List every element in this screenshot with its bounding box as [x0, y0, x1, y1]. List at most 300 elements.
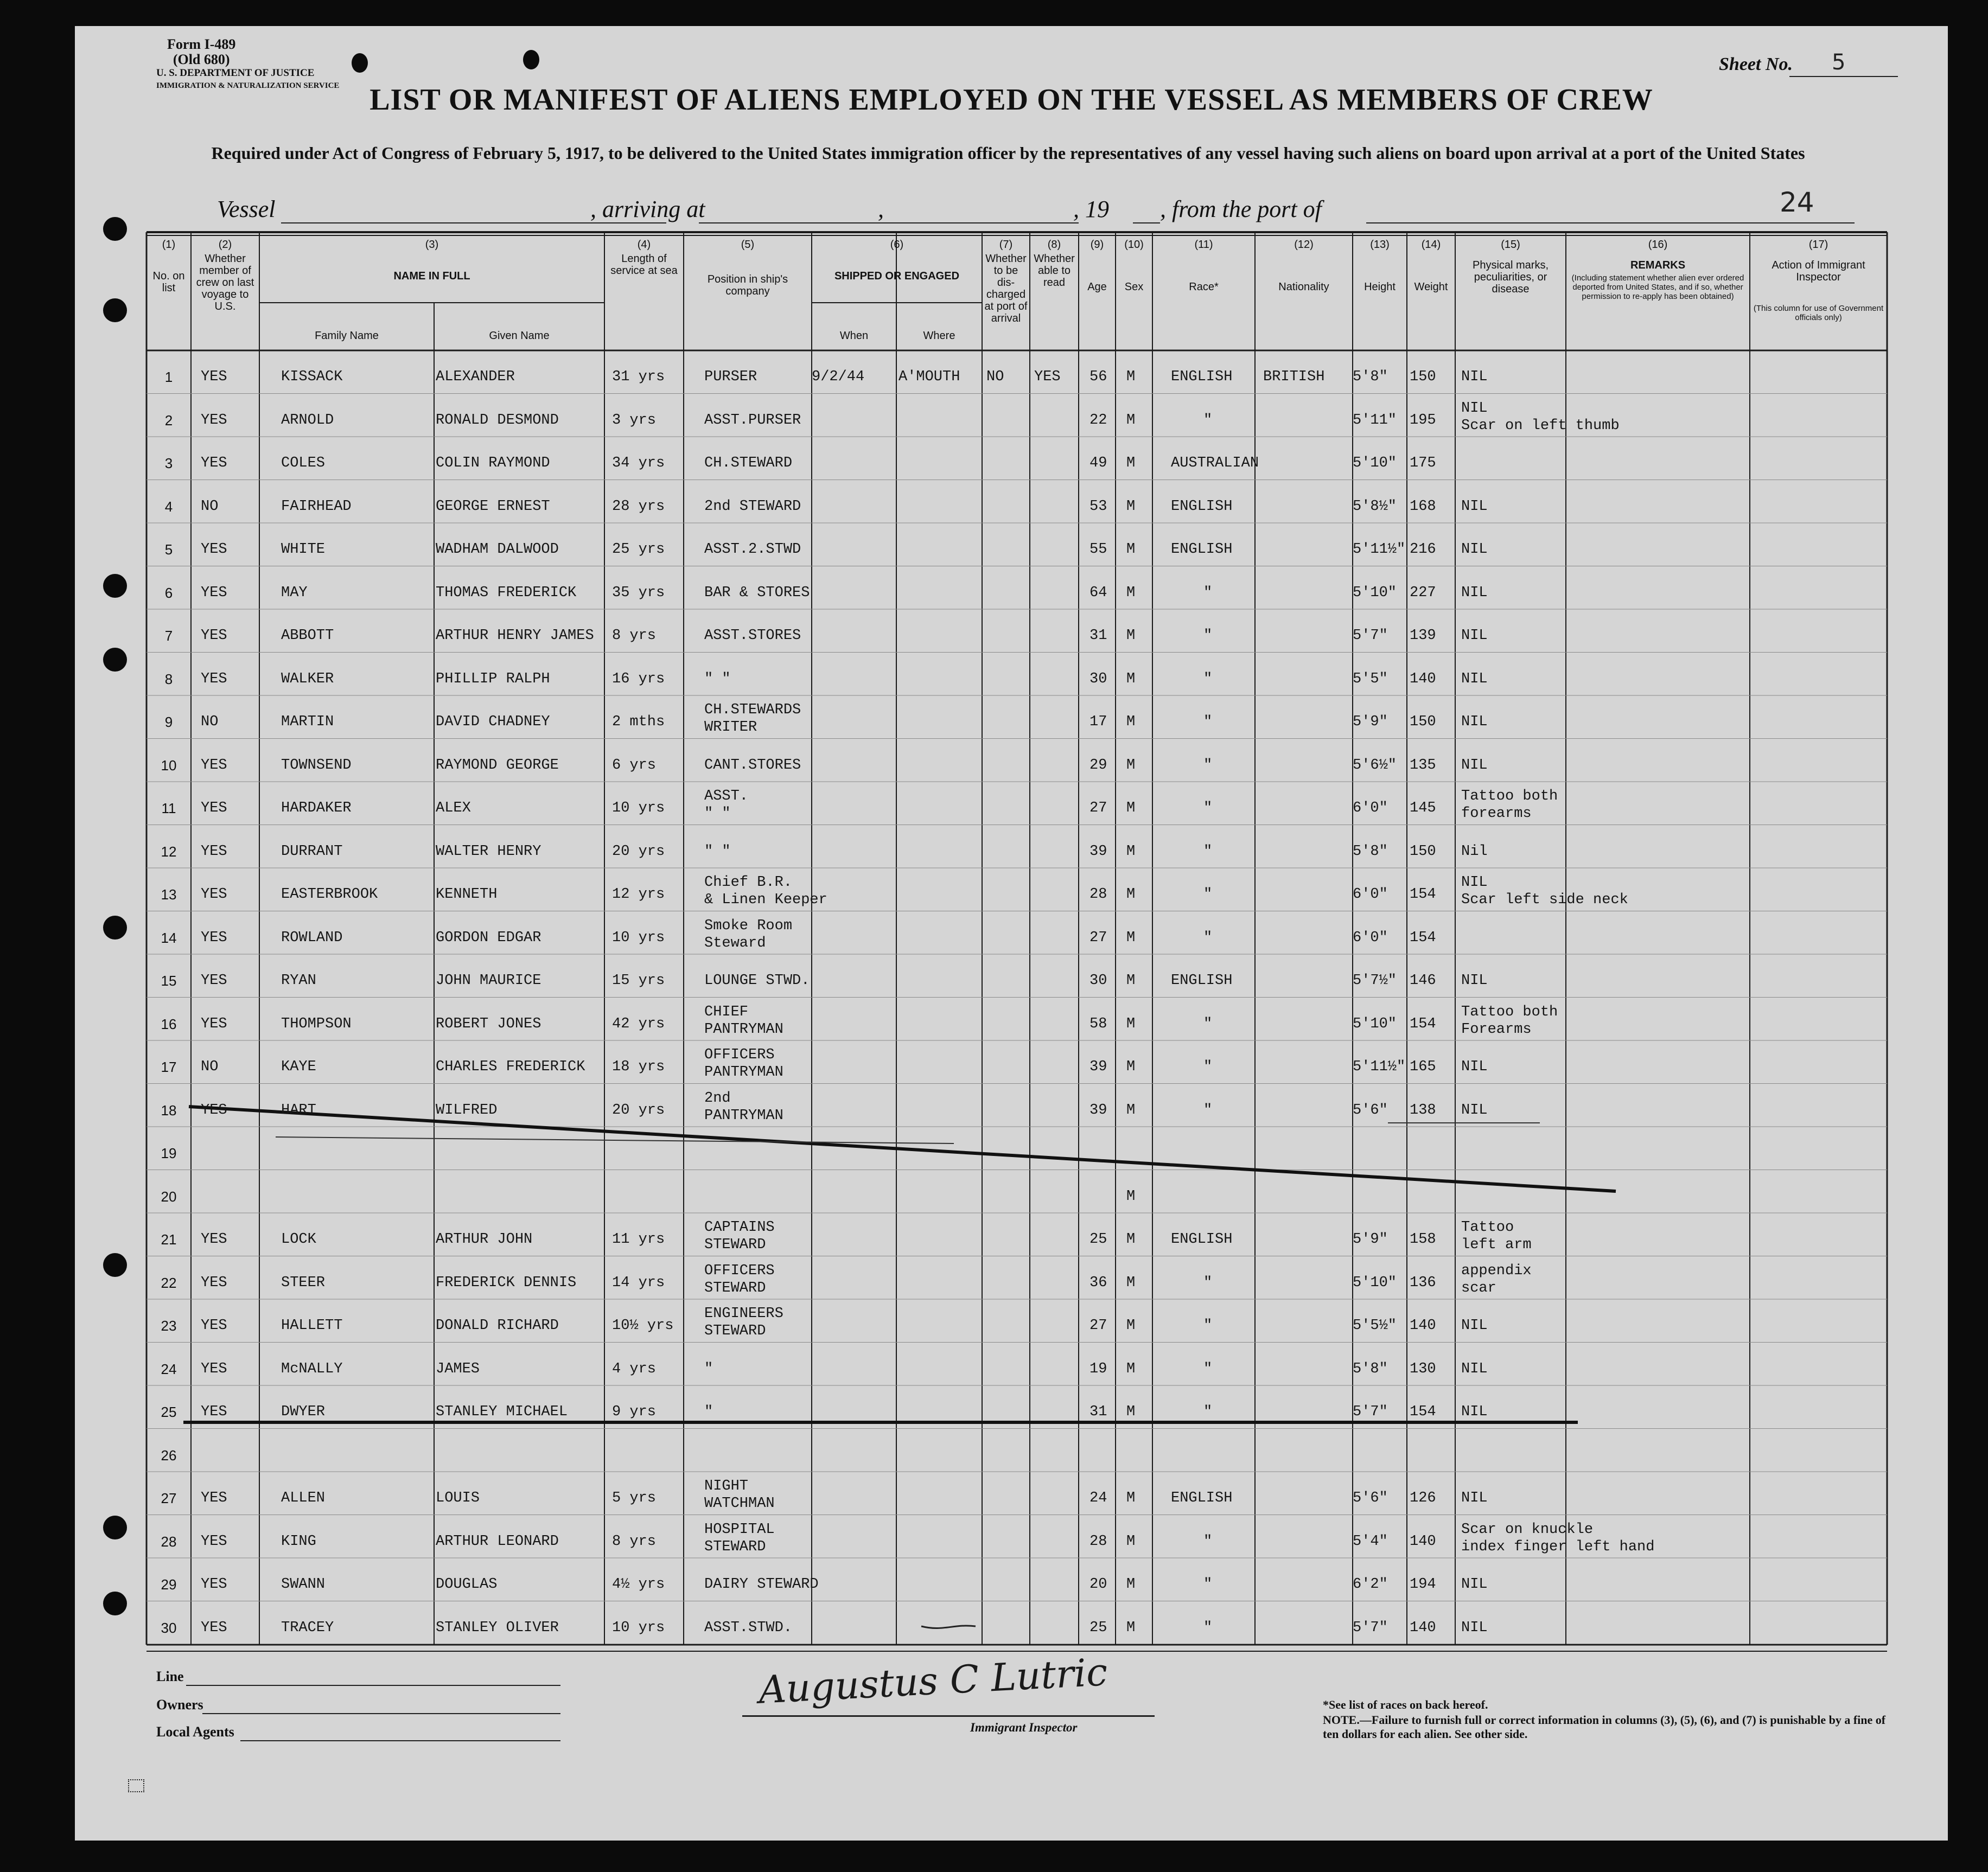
- table-row: [146, 1040, 1887, 1084]
- physical-marks: NIL: [1461, 1059, 1488, 1075]
- crew-last-voyage: YES: [201, 800, 227, 816]
- sex: M: [1126, 714, 1136, 730]
- line-number: 5: [164, 541, 173, 558]
- line-number: 6: [164, 584, 173, 601]
- crew-last-voyage: YES: [201, 584, 227, 601]
- line-number: 20: [161, 1188, 177, 1205]
- weight: 140: [1410, 1619, 1436, 1636]
- sex: M: [1126, 843, 1136, 860]
- line-number: 28: [161, 1533, 177, 1550]
- crew-last-voyage: YES: [201, 929, 227, 946]
- crew-last-voyage: YES: [201, 541, 227, 558]
- weight: 154: [1410, 886, 1436, 903]
- table-row: [146, 566, 1887, 610]
- sex: M: [1126, 541, 1136, 558]
- column-number-c17: (17): [1808, 239, 1828, 251]
- service-length: 20 yrs: [612, 843, 665, 860]
- line-number: 27: [161, 1490, 177, 1506]
- position: CH.STEWARD: [704, 455, 793, 471]
- service-length: 28 yrs: [612, 498, 665, 515]
- position-line-2: STEWARD: [704, 1237, 766, 1253]
- height: 5'7": [1353, 628, 1388, 644]
- age: 39: [1089, 843, 1107, 860]
- service-length: 34 yrs: [612, 455, 665, 471]
- line-number: 14: [161, 929, 177, 946]
- height: 5'6": [1353, 1490, 1388, 1506]
- sex: M: [1126, 412, 1136, 429]
- height: 5'11": [1353, 412, 1397, 429]
- column-header-c16-note: (Including statement whether alien ever ordered deported from United States, and if so, whether permission to re-apply has been obtained): [1571, 273, 1744, 301]
- table-row: [146, 911, 1887, 955]
- position: 2nd STEWARD: [704, 498, 801, 515]
- line-number: 11: [161, 800, 176, 816]
- weight: 168: [1410, 498, 1436, 515]
- position: " ": [704, 670, 731, 687]
- column-header-c1: No. on list: [152, 270, 185, 294]
- age: 31: [1089, 1404, 1107, 1420]
- age: 25: [1089, 1231, 1107, 1248]
- line-number: 17: [161, 1059, 177, 1075]
- race: ": [1203, 886, 1213, 903]
- sex: M: [1126, 455, 1136, 471]
- crew-last-voyage: YES: [201, 455, 227, 471]
- table-row: [146, 1429, 1887, 1472]
- position: ": [704, 1360, 713, 1377]
- table-row: [146, 350, 1887, 394]
- position-line-2: WRITER: [704, 719, 757, 736]
- service-length: 25 yrs: [612, 541, 665, 558]
- crew-last-voyage: YES: [201, 412, 227, 429]
- service-length: 10 yrs: [612, 800, 665, 816]
- physical-marks-line-2: left arm: [1461, 1237, 1532, 1253]
- weight: 139: [1410, 628, 1436, 644]
- height: 6'0": [1353, 929, 1388, 946]
- crew-last-voyage: YES: [201, 1318, 227, 1334]
- given-name: ALEX: [436, 800, 471, 816]
- table-row: [146, 1084, 1887, 1127]
- weight: 154: [1410, 1404, 1436, 1420]
- height: 5'8": [1353, 1360, 1388, 1377]
- race: AUSTRALIAN: [1171, 455, 1259, 471]
- physical-marks: NIL: [1461, 498, 1488, 515]
- penalty-note: NOTE.—Failure to furnish full or correct information in columns (3), (5), (6), and (7) is punishable by a fine of ten dollars for each alien. See other side.: [1323, 1713, 1886, 1741]
- weight: 136: [1410, 1274, 1436, 1291]
- line-number: 23: [161, 1318, 177, 1334]
- given-name: WILFRED: [436, 1102, 498, 1119]
- given-name: ARTHUR HENRY JAMES: [436, 628, 594, 644]
- weight: 227: [1410, 584, 1436, 601]
- given-name: ALEXANDER: [436, 369, 515, 385]
- table-row: [146, 1256, 1887, 1300]
- sex: M: [1126, 584, 1136, 601]
- age: 56: [1089, 369, 1107, 385]
- physical-marks-line-2: index finger left hand: [1461, 1538, 1655, 1555]
- line-number: 26: [161, 1447, 177, 1464]
- position: 2nd: [704, 1090, 731, 1107]
- age: 27: [1089, 1318, 1107, 1334]
- family-name: ALLEN: [281, 1490, 326, 1506]
- column-header-where: Where: [923, 330, 955, 342]
- crew-last-voyage: YES: [201, 973, 227, 989]
- race: ENGLISH: [1171, 369, 1233, 385]
- handwritten-number: 24: [1780, 187, 1814, 218]
- position: OFFICERS: [704, 1047, 775, 1063]
- crew-last-voyage: YES: [201, 1015, 227, 1032]
- weight: 130: [1410, 1360, 1436, 1377]
- sex: M: [1126, 1360, 1136, 1377]
- position-line-2: " ": [704, 806, 731, 822]
- service-length: 16 yrs: [612, 670, 665, 687]
- crew-last-voyage: YES: [201, 670, 227, 687]
- service-length: 12 yrs: [612, 886, 665, 903]
- column-number-c4: (4): [637, 239, 651, 251]
- manifest-sheet: [75, 26, 1948, 1841]
- height: 5'10": [1353, 584, 1397, 601]
- physical-marks: NIL: [1461, 1619, 1488, 1636]
- line-number: 18: [161, 1102, 177, 1119]
- year-label: , 19: [1073, 196, 1109, 222]
- table-row: [146, 1170, 1887, 1213]
- column-header-c16: REMARKS: [1630, 259, 1686, 271]
- sex: M: [1126, 1318, 1136, 1334]
- family-name: ABBOTT: [281, 628, 334, 644]
- family-name: ROWLAND: [281, 929, 343, 946]
- crew-last-voyage: YES: [201, 1533, 227, 1550]
- height: 5'10": [1353, 1274, 1397, 1291]
- table-row: [146, 1558, 1887, 1601]
- line-number: 30: [161, 1619, 177, 1636]
- height: 5'7": [1353, 1619, 1388, 1636]
- form-number: Form I-489 (Old 680): [167, 36, 236, 67]
- given-name: LOUIS: [436, 1490, 480, 1506]
- footer-line-field: [186, 1685, 560, 1686]
- service-length: 20 yrs: [612, 1102, 665, 1119]
- age: 28: [1089, 1533, 1107, 1550]
- given-name: ARTHUR JOHN: [436, 1231, 533, 1248]
- column-header-c6: SHIPPED OR ENGAGED: [834, 270, 960, 282]
- position: ASST.STORES: [704, 628, 801, 644]
- service-length: 15 yrs: [612, 973, 665, 989]
- race: ": [1203, 800, 1213, 816]
- department-name: U. S. DEPARTMENT OF JUSTICE IMMIGRATION & NATURALIZATION SERVICE: [156, 67, 340, 90]
- service-length: 4½ yrs: [612, 1576, 665, 1593]
- given-name: STANLEY OLIVER: [436, 1619, 559, 1636]
- given-name: GEORGE ERNEST: [436, 498, 550, 515]
- height: 5'11½": [1353, 1059, 1406, 1075]
- family-name: HARDAKER: [281, 800, 352, 816]
- footer-agents-label: Local Agents: [156, 1724, 234, 1740]
- footer-agents-field: [240, 1740, 560, 1741]
- shipped-when: 9/2/44: [812, 369, 865, 385]
- position: ASST.2.STWD: [704, 541, 801, 558]
- service-length: 14 yrs: [612, 1274, 665, 1291]
- sex: M: [1126, 1059, 1136, 1075]
- physical-marks: Tattoo both: [1461, 788, 1558, 804]
- race: ": [1203, 1533, 1213, 1550]
- physical-marks-line-2: Scar left side neck: [1461, 892, 1628, 908]
- service-length: 8 yrs: [612, 628, 657, 644]
- position: HOSPITAL: [704, 1521, 775, 1538]
- given-name: DAVID CHADNEY: [436, 714, 550, 730]
- column-header-when: When: [839, 330, 869, 342]
- weight: 194: [1410, 1576, 1436, 1593]
- physical-marks-line-2: scar: [1461, 1280, 1496, 1296]
- race: ": [1203, 757, 1213, 774]
- sex: M: [1126, 1274, 1136, 1291]
- table-row: [146, 1472, 1887, 1515]
- table-row: [146, 437, 1887, 480]
- column-number-c13: (13): [1370, 239, 1390, 251]
- race: ": [1203, 929, 1213, 946]
- line-number: 10: [161, 757, 177, 774]
- position: " ": [704, 843, 731, 860]
- age: 28: [1089, 886, 1107, 903]
- crew-last-voyage: YES: [201, 1404, 227, 1420]
- family-name: HART: [281, 1102, 316, 1119]
- position: ASST.STWD.: [704, 1619, 793, 1636]
- column-header-c13: Height: [1364, 281, 1396, 293]
- position: CHIEF: [704, 1004, 749, 1020]
- service-length: 4 yrs: [612, 1360, 657, 1377]
- sex: M: [1126, 498, 1136, 515]
- weight: 126: [1410, 1490, 1436, 1506]
- physical-marks: NIL: [1461, 1318, 1488, 1334]
- given-name: THOMAS FREDERICK: [436, 584, 577, 601]
- physical-marks: Tattoo: [1461, 1219, 1514, 1236]
- race: ": [1203, 1102, 1213, 1119]
- service-length: 10 yrs: [612, 1619, 665, 1636]
- physical-marks: NIL: [1461, 369, 1488, 385]
- position-line-2: WATCHMAN: [704, 1496, 775, 1512]
- height: 6'2": [1353, 1576, 1388, 1593]
- crew-last-voyage: YES: [201, 1274, 227, 1291]
- physical-marks: Tattoo both: [1461, 1004, 1558, 1020]
- position-line-2: STEWARD: [704, 1323, 766, 1339]
- weight: 154: [1410, 929, 1436, 946]
- given-name: ROBERT JONES: [436, 1015, 541, 1032]
- family-name: DWYER: [281, 1404, 326, 1420]
- height: 5'4": [1353, 1533, 1388, 1550]
- column-number-c8: (8): [1047, 239, 1061, 251]
- family-name: WALKER: [281, 670, 334, 687]
- physical-marks: NIL: [1461, 1360, 1488, 1377]
- line-number: 21: [161, 1231, 177, 1248]
- sheet-label: Sheet No.: [1719, 54, 1793, 74]
- position-line-2: Steward: [704, 935, 766, 951]
- comma-label: ,: [878, 196, 884, 222]
- crew-last-voyage: YES: [201, 1619, 227, 1636]
- table-row: [146, 1299, 1887, 1343]
- height: 5'7½": [1353, 973, 1397, 989]
- table-row: [146, 695, 1887, 739]
- age: 24: [1089, 1490, 1107, 1506]
- race: ENGLISH: [1171, 541, 1233, 558]
- family-name: DURRANT: [281, 843, 343, 860]
- line-number: 13: [161, 886, 177, 903]
- physical-marks: NIL: [1461, 670, 1488, 687]
- position: ENGINEERS: [704, 1306, 783, 1322]
- family-name: THOMPSON: [281, 1015, 352, 1032]
- family-name: SWANN: [281, 1576, 326, 1593]
- service-length: 9 yrs: [612, 1404, 657, 1420]
- physical-marks: Scar on knuckle: [1461, 1521, 1594, 1538]
- height: 5'8½": [1353, 498, 1397, 515]
- line-number: 19: [161, 1145, 177, 1161]
- column-header-given-name: Given Name: [489, 330, 550, 342]
- service-length: 11 yrs: [612, 1231, 665, 1248]
- line-number: 22: [161, 1274, 177, 1291]
- race: ": [1203, 714, 1213, 730]
- sex: M: [1126, 1533, 1136, 1550]
- race: ": [1203, 1274, 1213, 1291]
- physical-marks: NIL: [1461, 1490, 1488, 1506]
- sex: M: [1126, 628, 1136, 644]
- table-row: [146, 1601, 1887, 1645]
- weight: 135: [1410, 757, 1436, 774]
- age: 64: [1089, 584, 1107, 601]
- family-name: MARTIN: [281, 714, 334, 730]
- given-name: PHILLIP RALPH: [436, 670, 550, 687]
- weight: 140: [1410, 670, 1436, 687]
- column-header-c17: Action of Immigrant Inspector: [1772, 259, 1865, 283]
- given-name: JAMES: [436, 1360, 480, 1377]
- crew-last-voyage: NO: [201, 714, 219, 730]
- given-name: RONALD DESMOND: [436, 412, 559, 429]
- discharged: NO: [986, 369, 1004, 385]
- physical-marks: appendix: [1461, 1262, 1532, 1279]
- line-number: 1: [164, 369, 173, 385]
- column-header-c17-note: (This column for use of Government officials only): [1753, 304, 1884, 322]
- table-row: [146, 653, 1887, 696]
- service-length: 10½ yrs: [612, 1318, 674, 1334]
- table-row: [146, 825, 1887, 868]
- given-name: GORDON EDGAR: [436, 929, 541, 946]
- position: CAPTAINS: [704, 1219, 775, 1236]
- position: LOUNGE STWD.: [704, 973, 810, 989]
- position: Chief B.R.: [704, 874, 793, 891]
- sex: M: [1126, 929, 1136, 946]
- crew-last-voyage: YES: [201, 1231, 227, 1248]
- weight: 150: [1410, 369, 1436, 385]
- position-line-2: PANTRYMAN: [704, 1064, 783, 1081]
- shipped-where: A'MOUTH: [899, 369, 960, 385]
- race: ENGLISH: [1171, 1231, 1233, 1248]
- line-number: 4: [164, 498, 173, 515]
- given-name: FREDERICK DENNIS: [436, 1274, 577, 1291]
- family-name: TOWNSEND: [281, 757, 352, 774]
- service-length: 18 yrs: [612, 1059, 665, 1075]
- age: 49: [1089, 455, 1107, 471]
- crew-last-voyage: NO: [201, 1059, 219, 1075]
- weight: 195: [1410, 412, 1436, 429]
- table-row: [146, 480, 1887, 523]
- physical-marks: NIL: [1461, 1404, 1488, 1420]
- race: ENGLISH: [1171, 498, 1233, 515]
- family-name: COLES: [281, 455, 326, 471]
- race: ": [1203, 1059, 1213, 1075]
- footer-owners-field: [202, 1713, 560, 1714]
- physical-marks: NIL: [1461, 757, 1488, 774]
- service-length: 10 yrs: [612, 929, 665, 946]
- age: 25: [1089, 1619, 1107, 1636]
- position-line-2: & Linen Keeper: [704, 892, 827, 908]
- line-number: 2: [164, 412, 173, 429]
- height: 5'10": [1353, 455, 1397, 471]
- position-line-2: PANTRYMAN: [704, 1107, 783, 1124]
- crew-last-voyage: YES: [201, 628, 227, 644]
- races-note: *See list of races on back hereof.: [1323, 1698, 1488, 1711]
- sex: M: [1126, 1404, 1136, 1420]
- physical-marks: Nil: [1461, 843, 1488, 860]
- service-length: 35 yrs: [612, 584, 665, 601]
- column-number-c1: (1): [162, 239, 176, 251]
- crew-last-voyage: YES: [201, 1102, 227, 1119]
- physical-marks-line-2: Forearms: [1461, 1021, 1532, 1038]
- sex: M: [1126, 1231, 1136, 1248]
- crew-last-voyage: YES: [201, 1576, 227, 1593]
- race: ": [1203, 584, 1213, 601]
- crew-last-voyage: YES: [201, 886, 227, 903]
- sex: M: [1126, 1576, 1136, 1593]
- crew-last-voyage: YES: [201, 369, 227, 385]
- race: ": [1203, 843, 1213, 860]
- given-name: STANLEY MICHAEL: [436, 1404, 568, 1420]
- age: 39: [1089, 1102, 1107, 1119]
- given-name: RAYMOND GEORGE: [436, 757, 559, 774]
- column-number-c2: (2): [218, 239, 232, 251]
- table-row: [146, 1385, 1887, 1429]
- printer-mark-icon: [128, 1779, 144, 1792]
- family-name: TRACEY: [281, 1619, 334, 1636]
- physical-marks: NIL: [1461, 1576, 1488, 1593]
- sex: M: [1126, 1490, 1136, 1506]
- family-name: KING: [281, 1533, 316, 1550]
- column-header-family-name: Family Name: [315, 330, 379, 342]
- column-header-c15: Physical marks, peculiarities, or disease: [1472, 259, 1549, 295]
- column-number-c7: (7): [999, 239, 1013, 251]
- physical-marks: NIL: [1461, 584, 1488, 601]
- column-header-c14: Weight: [1414, 281, 1448, 293]
- able-to-read: YES: [1034, 369, 1061, 385]
- age: 36: [1089, 1274, 1107, 1291]
- weight: 150: [1410, 843, 1436, 860]
- physical-marks: NIL: [1461, 973, 1488, 989]
- weight: 146: [1410, 973, 1436, 989]
- inspector-title: Immigrant Inspector: [970, 1721, 1078, 1734]
- physical-marks: NIL: [1461, 1102, 1488, 1119]
- physical-marks: NIL: [1461, 628, 1488, 644]
- service-length: 2 mths: [612, 714, 665, 730]
- position: DAIRY STEWARD: [704, 1576, 819, 1593]
- race: ": [1203, 1318, 1213, 1334]
- service-length: 31 yrs: [612, 369, 665, 385]
- column-number-c14: (14): [1421, 239, 1441, 251]
- line-number: 15: [161, 973, 177, 989]
- family-name: LOCK: [281, 1231, 316, 1248]
- line-number: 9: [164, 714, 173, 730]
- footer-owners-label: Owners: [156, 1697, 203, 1713]
- weight: 175: [1410, 455, 1436, 471]
- sex: M: [1126, 1188, 1136, 1205]
- signature-line: [742, 1715, 1155, 1717]
- column-header-c2: Whether member of crew on last voyage to U.S.: [196, 253, 254, 312]
- service-length: 6 yrs: [612, 757, 657, 774]
- sheet-number: 5: [1832, 50, 1846, 75]
- line-number: 24: [161, 1360, 177, 1377]
- position-line-2: STEWARD: [704, 1538, 766, 1555]
- physical-marks-line-2: Scar on left thumb: [1461, 417, 1620, 434]
- sex: M: [1126, 1619, 1136, 1636]
